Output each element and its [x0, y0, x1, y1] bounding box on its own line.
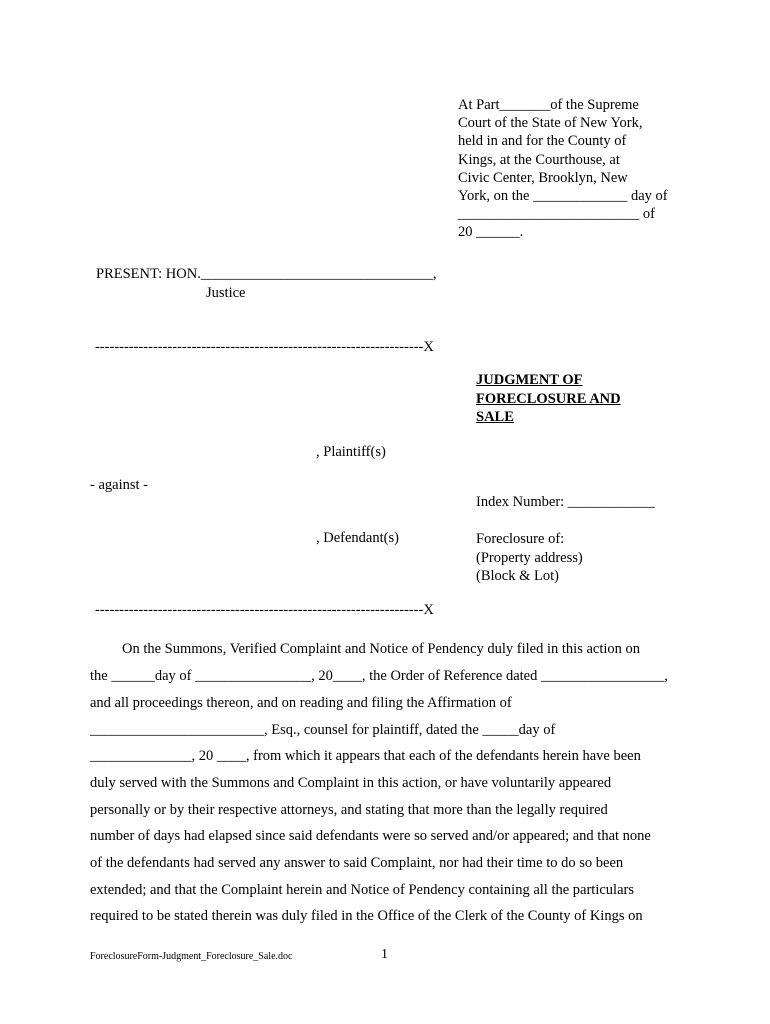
- against-label: - against -: [90, 477, 148, 493]
- footer-filename: ForeclosureForm-Judgment_Foreclosure_Sale.doc: [90, 951, 293, 962]
- body-line: number of days had elapsed since said defendants were so served and/or appeared; and that none: [90, 828, 651, 844]
- court-line: York, on the _____________ day of: [458, 188, 668, 205]
- page-number: 1: [381, 947, 388, 962]
- court-line: held in and for the County of: [458, 133, 627, 150]
- body-line: ______________, 20 ____, from which it appears that each of the defendants herein have been: [90, 748, 641, 764]
- court-line: At Part_______of the Supreme: [458, 97, 639, 113]
- title-line: SALE: [476, 409, 514, 425]
- court-line: Civic Center, Brooklyn, New: [458, 169, 628, 186]
- body-line: of the defendants had served any answer to said Complaint, nor had their time to do so been: [90, 855, 624, 871]
- index-number: Index Number: ____________: [476, 494, 655, 510]
- title-line: FORECLOSURE AND: [476, 390, 621, 407]
- document-title: [476, 371, 621, 427]
- foreclosure-of-label: Foreclosure of:: [476, 531, 565, 547]
- body-line: personally or by their respective attorneys, and stating that more than the legally required: [90, 802, 608, 818]
- defendant-label: , Defendant(s): [316, 530, 399, 546]
- body-line: ________________________, Esq., counsel for plaintiff, dated the _____day of: [90, 722, 556, 738]
- body-line: the ______day of ________________, 20____, the Order of Reference dated _________________,: [90, 668, 668, 684]
- body-line: duly served with the Summons and Complaint in this action, or have voluntarily appeared: [90, 775, 612, 791]
- title-line: JUDGMENT OF: [476, 372, 583, 388]
- caption-divider-bottom: --------------------------------------------------------------------X: [95, 602, 434, 618]
- caption-divider-top: --------------------------------------------------------------------X: [95, 339, 434, 355]
- body-line: required to be stated therein was duly filed in the Office of the Clerk of the County of Kings on: [90, 908, 643, 924]
- court-block: [458, 96, 668, 242]
- body-line: and all proceedings thereon, and on reading and filing the Affirmation of: [90, 695, 512, 711]
- body-line: extended; and that the Complaint herein and Notice of Pendency containing all the particulars: [90, 882, 634, 898]
- court-line: Court of the State of New York,: [458, 115, 643, 132]
- block-lot: (Block & Lot): [476, 568, 559, 584]
- plaintiff-label: , Plaintiff(s): [316, 444, 386, 460]
- body-line: On the Summons, Verified Complaint and Notice of Pendency duly filed in this action on: [122, 641, 641, 657]
- foreclosure-of-block: [476, 530, 583, 586]
- court-line: 20 ______.: [458, 224, 524, 241]
- justice-label: Justice: [206, 285, 246, 301]
- present-line: PRESENT: HON.________________________________,: [96, 266, 437, 282]
- court-line: Kings, at the Courthouse, at: [458, 151, 620, 168]
- court-line: _________________________ of: [458, 206, 655, 223]
- property-address: (Property address): [476, 549, 583, 566]
